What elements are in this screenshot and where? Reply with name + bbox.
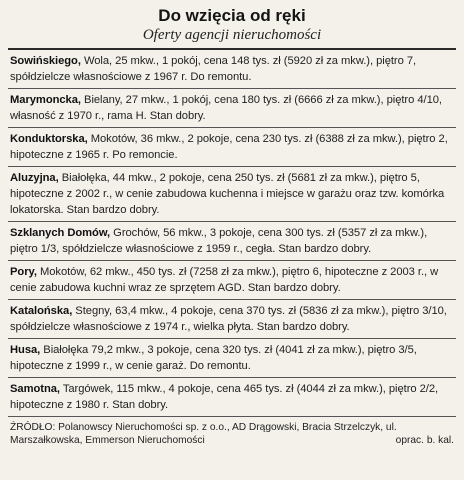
author-credit: oprac. b. kal. [395, 435, 454, 446]
list-item [8, 50, 456, 89]
source-note: ŹRÓDŁO: Polanowscy Nieruchomości sp. z o.o., AD Drągowski, Bracia Strzelczyk, ul. Marszałkowska, Emmerson Nieruchomości [10, 422, 397, 446]
offer-description: Białołęka 79,2 mkw., 3 pokoje, cena 320 tys. zł (4041 zł za mkw.), piętro 3/5, hipoteczne z 1999 r., w cenie garaż. Do remontu. [10, 344, 417, 372]
offer-description: Mokotów, 62 mkw., 450 tys. zł (7258 zł za mkw.), piętro 6, hipoteczne z 2003 r., w cenie zabudowa kuchni wraz ze sprzętem AGD. Stan bardzo dobry. [10, 266, 439, 294]
list-item [8, 167, 456, 222]
list-item [8, 339, 456, 378]
page-subtitle: Oferty agencji nieruchomości [142, 27, 322, 43]
list-item [8, 378, 456, 417]
offer-street: Katalońska, [10, 305, 73, 317]
offer-street: Aluzyjna, [10, 172, 59, 184]
offer-description: Stegny, 63,4 mkw., 4 pokoje, cena 370 tys. zł (5836 zł za mkw.), piętro 3/10, spółdzielcze własnościowe z 1974 r., wielka płyta. Stan bardzo dobry. [10, 305, 447, 333]
offer-street: Samotna, [10, 383, 60, 395]
offer-description: Bielany, 27 mkw., 1 pokój, cena 180 tys. zł (6666 zł za mkw.), piętro 4/10, własność z 1970 r., rama H. Stan dobry. [10, 94, 442, 122]
list-item [8, 89, 456, 128]
offer-street: Marymoncka, [10, 94, 81, 106]
offer-street: Konduktorska, [10, 133, 88, 145]
list-item [8, 222, 456, 261]
offer-list [8, 48, 456, 417]
offer-description: Grochów, 56 mkw., 3 pokoje, cena 300 tys. zł (5357 zł za mkw.), piętro 1/3, spółdzielcze własnościowe z 1959 r., cegła. Stan bardzo dobry. [10, 227, 428, 255]
offer-street: Pory, [10, 266, 37, 278]
offer-description: Białołęka, 44 mkw., 2 pokoje, cena 250 tys. zł (5681 zł za mkw.), piętro 5, hipoteczne z 2002 r., w cenie zabudowa kuchenna i miejsce w garażu oraz tzw. komórka lokatorska. Stan bardzo dobry. [10, 172, 445, 216]
offer-street: Sowińskiego, [10, 55, 81, 67]
offer-street: Szklanych Domów, [10, 227, 111, 239]
offer-description: Wola, 25 mkw., 1 pokój, cena 148 tys. zł (5920 zł za mkw.), piętro 7, spółdzielcze własnościowe z 1967 r. Do remontu. [10, 55, 417, 83]
offer-description: Mokotów, 36 mkw., 2 pokoje, cena 230 tys. zł (6388 zł za mkw.), piętro 2, hipoteczne z 1965 r. Po remoncie. [10, 133, 448, 161]
page-title: Do wzięcia od ręki [158, 6, 306, 25]
offer-street: Husa, [10, 344, 41, 356]
header [8, 0, 456, 46]
list-item [8, 128, 456, 167]
list-item [8, 261, 456, 300]
list-item [8, 300, 456, 339]
offer-description: Targówek, 115 mkw., 4 pokoje, cena 465 tys. zł (4044 zł za mkw.), piętro 2/2, hipoteczne z 1980 r. Stan dobry. [10, 383, 439, 411]
